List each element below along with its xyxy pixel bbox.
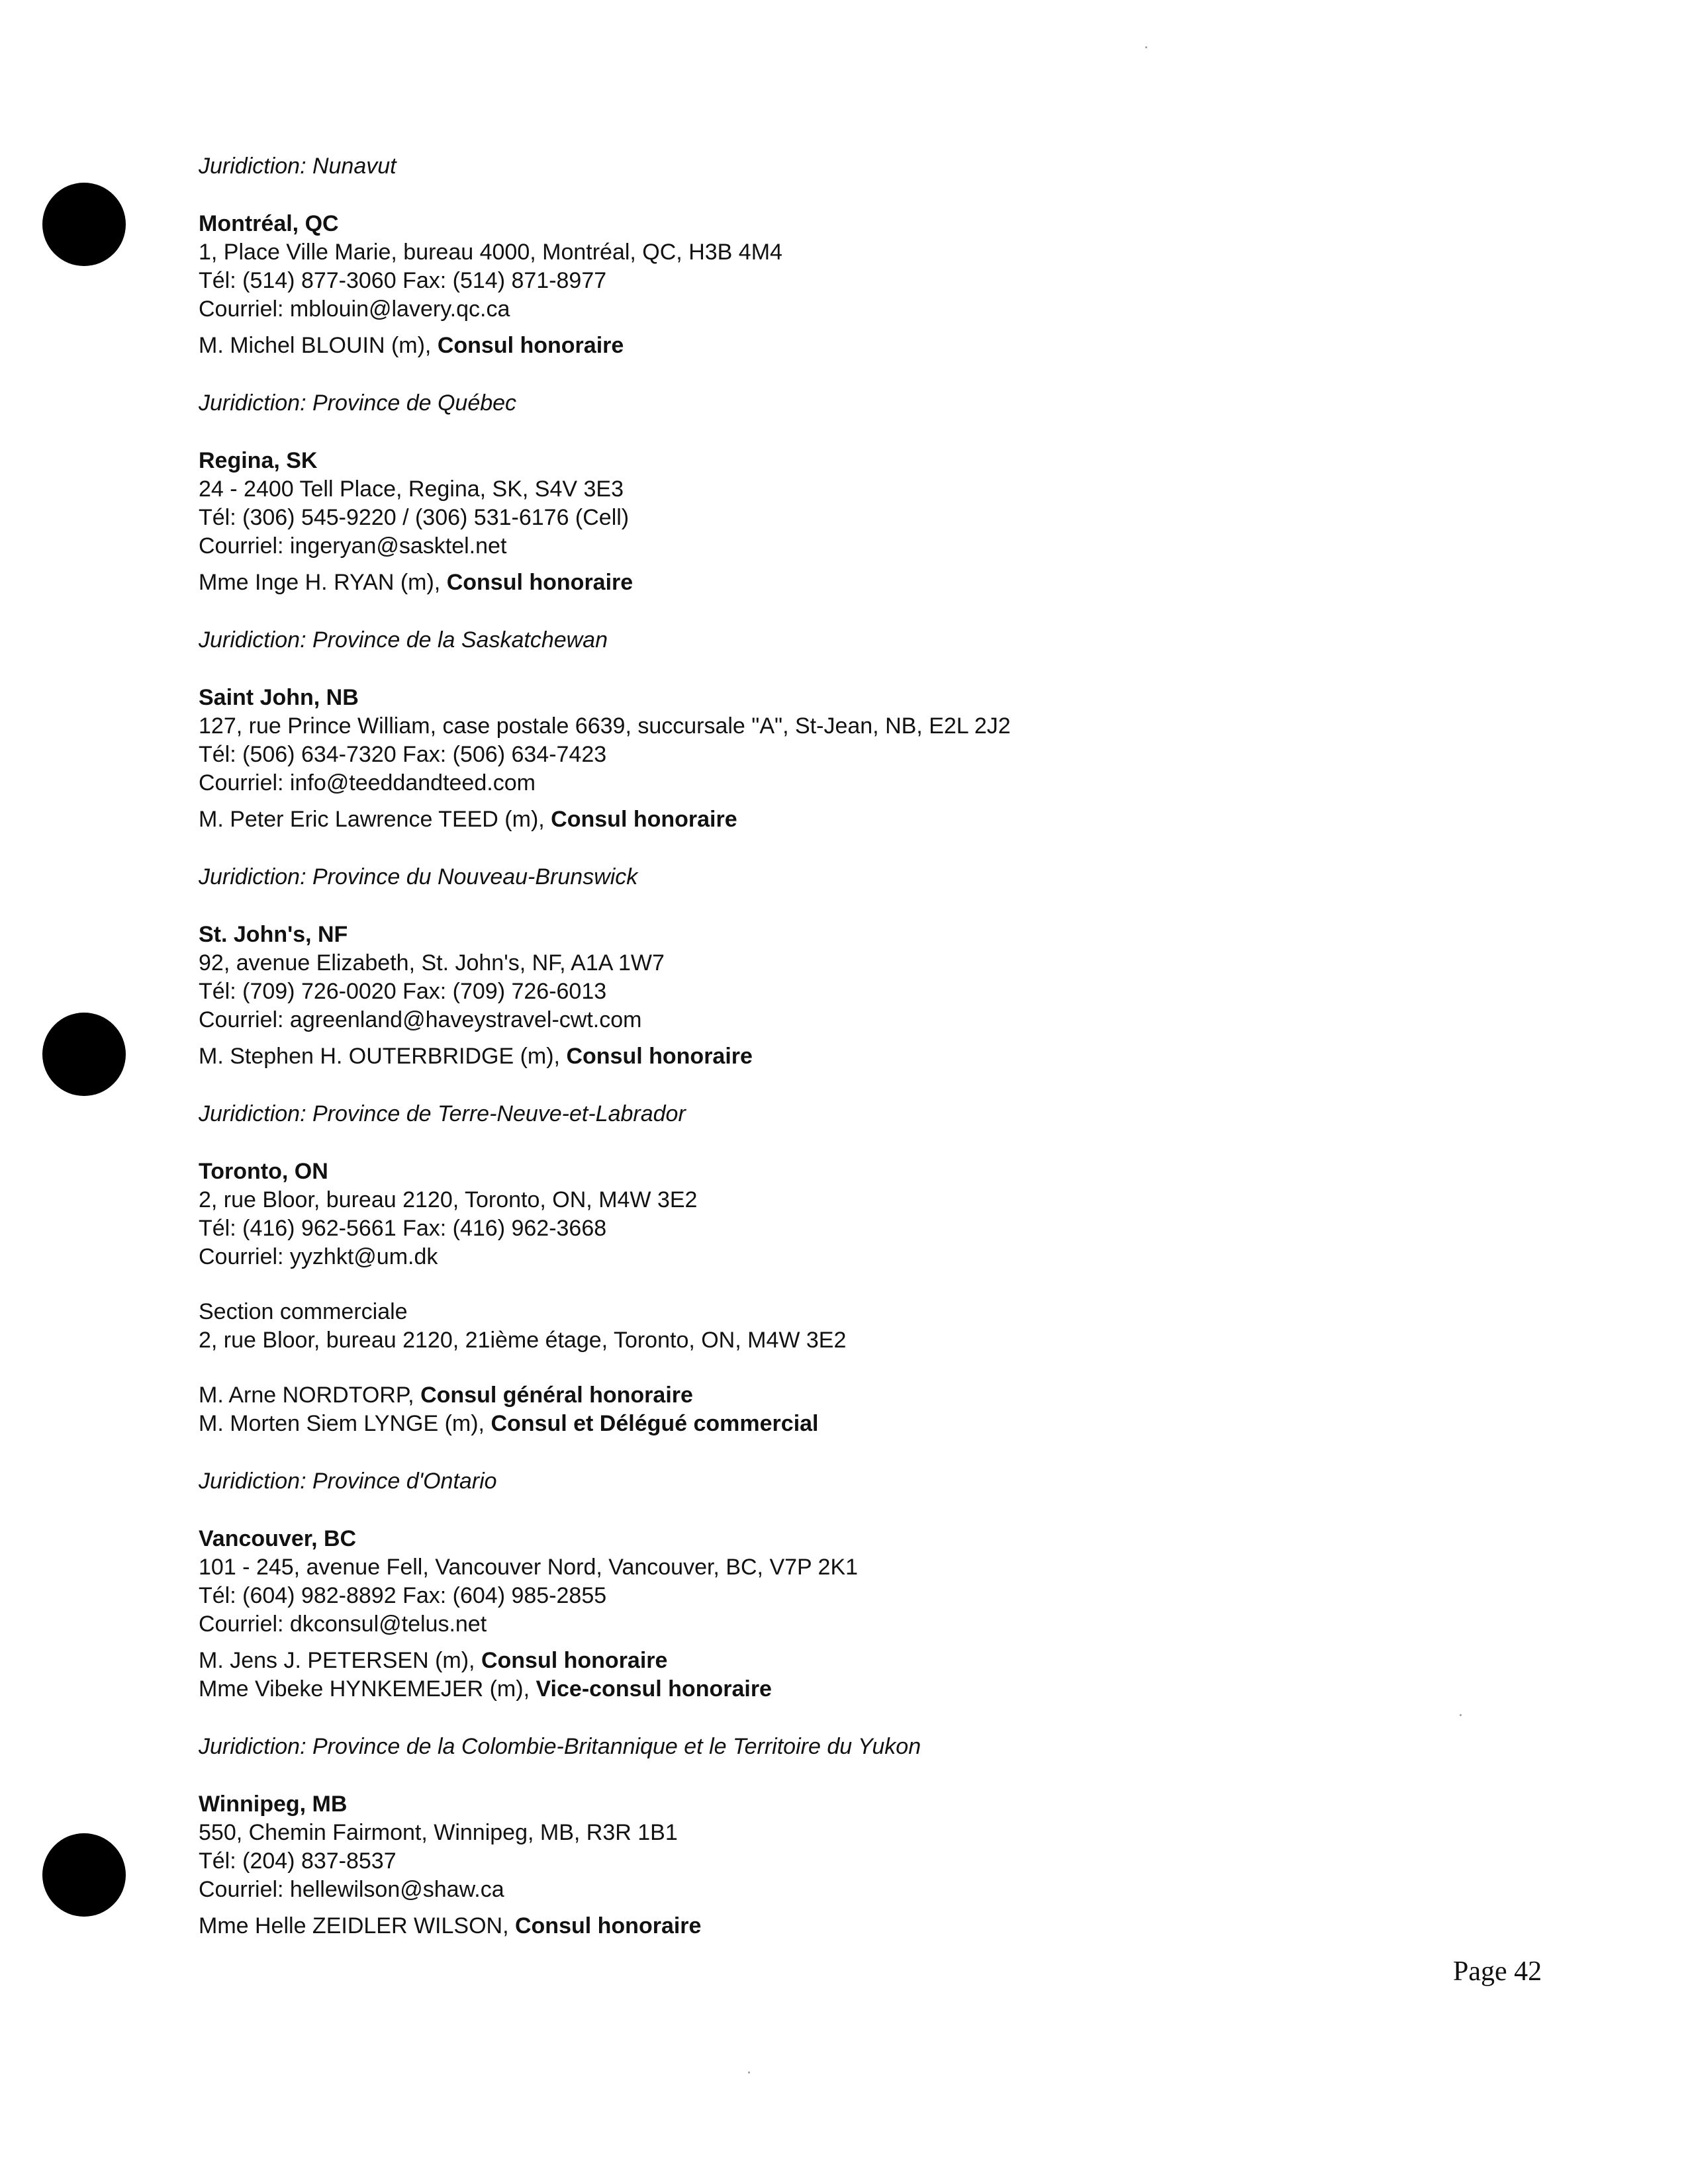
city-heading: Toronto, ON (199, 1159, 328, 1184)
email-line: Courriel: hellewilson@shaw.ca (199, 1877, 504, 1902)
city-heading: St. John's, NF (199, 922, 348, 947)
jurisdiction-label: Juridiction: (199, 154, 306, 179)
phone-line: Tél: (514) 877-3060 Fax: (514) 871-8977 (199, 268, 607, 293)
punch-hole-top (42, 183, 126, 266)
phone-line: Tél: (506) 634-7320 Fax: (506) 634-7423 (199, 742, 607, 767)
consulate-entry-winnipeg (199, 1790, 1456, 1940)
consul-name: Mme Vibeke HYNKEMEJER (m), (199, 1676, 530, 1702)
city-heading: Winnipeg, MB (199, 1792, 348, 1817)
punch-hole-middle (42, 1013, 126, 1096)
jurisdiction-value: Province de Terre-Neuve-et-Labrador (312, 1101, 686, 1126)
address-line: 92, avenue Elizabeth, St. John's, NF, A1A 1W7 (199, 950, 665, 976)
consul-line (199, 1647, 1456, 1675)
phone-line: Tél: (204) 837-8537 (199, 1848, 397, 1874)
consul-line (199, 1381, 1456, 1410)
phone-line: Tél: (709) 726-0020 Fax: (709) 726-6013 (199, 979, 607, 1004)
address-line: 101 - 245, avenue Fell, Vancouver Nord, Vancouver, BC, V7P 2K1 (199, 1555, 859, 1580)
consul-name: Mme Inge H. RYAN (m), (199, 570, 441, 595)
jurisdiction-line (199, 863, 1456, 891)
email-line: Courriel: info@teeddandteed.com (199, 770, 536, 796)
address-line: 550, Chemin Fairmont, Winnipeg, MB, R3R 1B1 (199, 1820, 678, 1845)
consul-title: Consul honoraire (514, 1913, 702, 1938)
consul-name: M. Jens J. PETERSEN (m), (199, 1648, 475, 1673)
city-heading: Regina, SK (199, 448, 318, 473)
consulate-entry-montreal (199, 210, 1456, 418)
commercial-section-address: 2, rue Bloor, bureau 2120, 21ième étage, Toronto, ON, M4W 3E2 (199, 1328, 847, 1353)
jurisdiction-label: Juridiction: (199, 1101, 306, 1126)
jurisdiction-label: Juridiction: (199, 864, 306, 889)
consulate-entry-vancouver (199, 1525, 1456, 1761)
consul-title: Vice-consul honoraire (536, 1676, 772, 1702)
scan-speck (1460, 1714, 1462, 1716)
consul-name: M. Morten Siem LYNGE (m), (199, 1411, 485, 1436)
consul-line (199, 1675, 1456, 1704)
jurisdiction-line (199, 389, 1456, 418)
commercial-section-label: Section commerciale (199, 1299, 408, 1324)
consul-line (199, 1042, 1456, 1071)
email-line: Courriel: yyzhkt@um.dk (199, 1244, 438, 1269)
consul-name: M. Arne NORDTORP, (199, 1383, 414, 1408)
consul-line (199, 569, 1456, 597)
jurisdiction-label: Juridiction: (199, 390, 306, 416)
consul-name: M. Peter Eric Lawrence TEED (m), (199, 807, 545, 832)
consulate-entry-toronto (199, 1158, 1456, 1496)
jurisdiction-value: Province du Nouveau-Brunswick (312, 864, 638, 889)
consulate-entry-st-johns (199, 921, 1456, 1128)
consul-line (199, 332, 1456, 360)
consul-title: Consul général honoraire (420, 1383, 693, 1408)
consul-title: Consul honoraire (566, 1044, 753, 1069)
jurisdiction-value: Province de la Saskatchewan (312, 627, 608, 653)
address-line: 24 - 2400 Tell Place, Regina, SK, S4V 3E3 (199, 477, 624, 502)
jurisdiction-line (199, 1467, 1456, 1496)
address-line: 1, Place Ville Marie, bureau 4000, Montréal, QC, H3B 4M4 (199, 240, 782, 265)
jurisdiction-line (199, 1733, 1456, 1761)
city-heading: Saint John, NB (199, 685, 359, 710)
consul-line (199, 1912, 1456, 1940)
consul-line (199, 805, 1456, 834)
consul-name: M. Stephen H. OUTERBRIDGE (m), (199, 1044, 560, 1069)
address-line: 2, rue Bloor, bureau 2120, Toronto, ON, M4W 3E2 (199, 1187, 698, 1212)
jurisdiction-line (199, 626, 1456, 655)
phone-line: Tél: (416) 962-5661 Fax: (416) 962-3668 (199, 1216, 607, 1241)
jurisdiction-line (199, 152, 1456, 181)
email-line: Courriel: dkconsul@telus.net (199, 1612, 487, 1637)
email-line: Courriel: mblouin@lavery.qc.ca (199, 296, 510, 322)
jurisdiction-label: Juridiction: (199, 1734, 306, 1759)
phone-line: Tél: (306) 545-9220 / (306) 531-6176 (Cell) (199, 505, 630, 530)
jurisdiction-value: Province d'Ontario (312, 1469, 497, 1494)
city-heading: Vancouver, BC (199, 1526, 357, 1551)
consulate-listing (199, 152, 1456, 1940)
consul-title: Consul honoraire (437, 333, 624, 358)
jurisdiction-label: Juridiction: (199, 627, 306, 653)
consul-name: Mme Helle ZEIDLER WILSON, (199, 1913, 509, 1938)
consul-line (199, 1410, 1456, 1438)
consul-title: Consul honoraire (481, 1648, 668, 1673)
jurisdiction-label: Juridiction: (199, 1469, 306, 1494)
consul-title: Consul honoraire (551, 807, 737, 832)
consul-title: Consul et Délégué commercial (491, 1411, 819, 1436)
jurisdiction-value: Province de la Colombie-Britannique et le Territoire du Yukon (312, 1734, 921, 1759)
consul-title: Consul honoraire (446, 570, 633, 595)
address-line: 127, rue Prince William, case postale 6639, succursale "A", St-Jean, NB, E2L 2J2 (199, 713, 1011, 739)
email-line: Courriel: ingeryan@sasktel.net (199, 533, 507, 559)
consulate-entry-regina (199, 447, 1456, 655)
jurisdiction-value: Nunavut (312, 154, 397, 179)
consul-name: M. Michel BLOUIN (m), (199, 333, 432, 358)
phone-line: Tél: (604) 982-8892 Fax: (604) 985-2855 (199, 1583, 607, 1608)
scan-speck (1145, 46, 1147, 48)
scan-speck (748, 2071, 750, 2073)
page-number: Page 42 (1453, 1956, 1542, 1987)
city-heading: Montréal, QC (199, 211, 339, 236)
jurisdiction-value: Province de Québec (312, 390, 517, 416)
consulate-entry-saint-john (199, 684, 1456, 891)
email-line: Courriel: agreenland@haveystravel-cwt.com (199, 1007, 642, 1032)
jurisdiction-line (199, 1100, 1456, 1128)
punch-hole-bottom (42, 1833, 126, 1917)
